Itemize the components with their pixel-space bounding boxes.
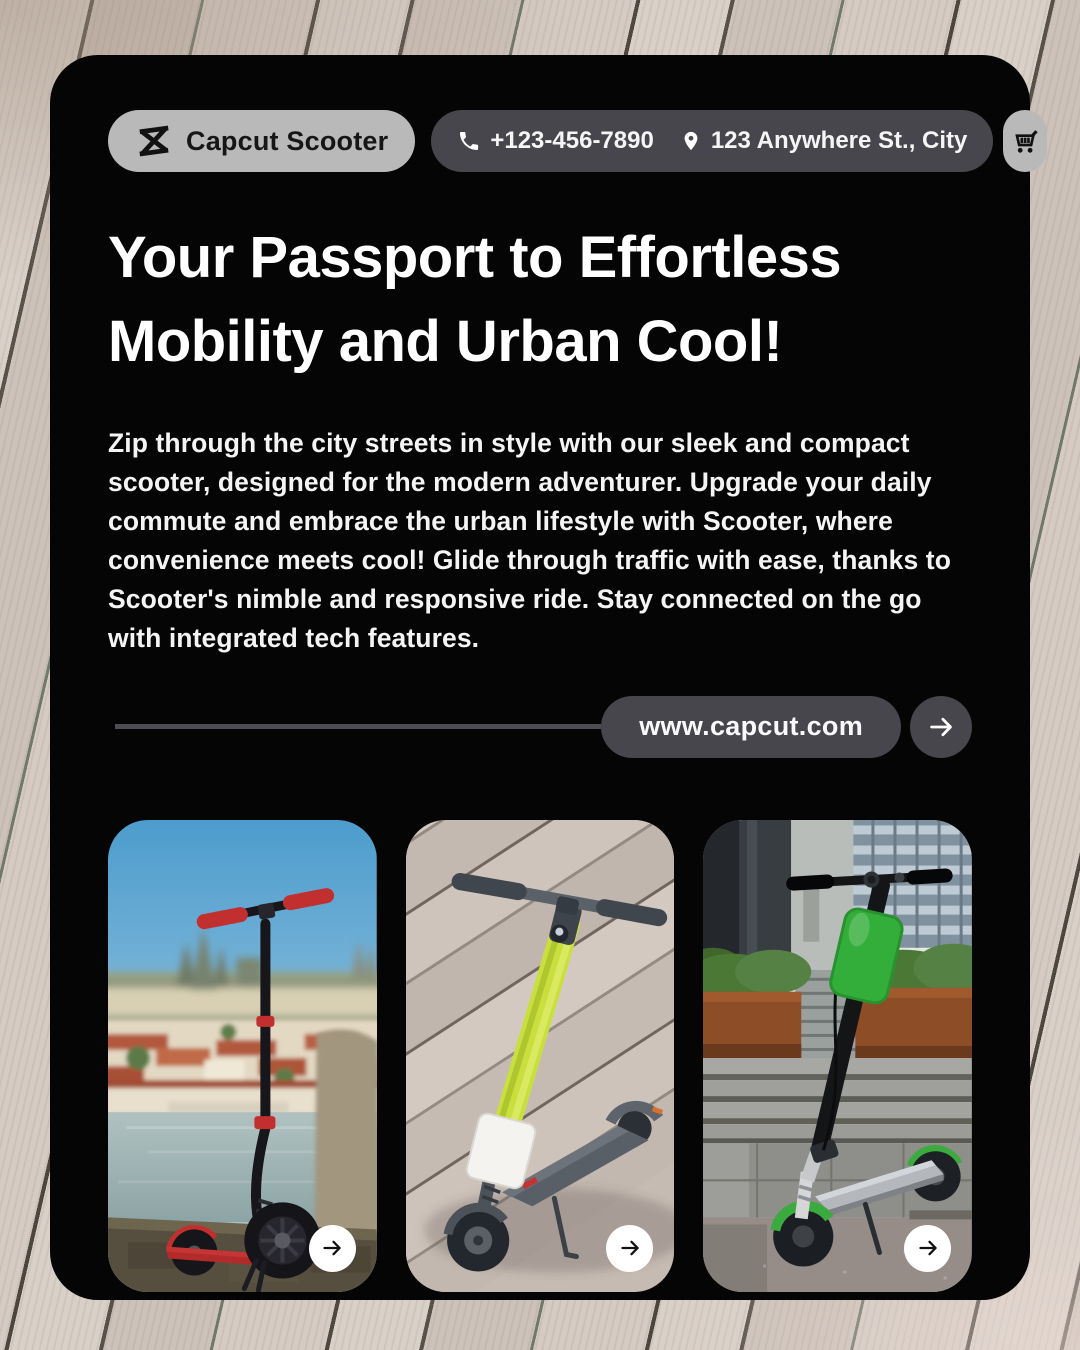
photo-1-arrow-button[interactable] [309, 1225, 356, 1272]
arrow-right-icon [618, 1236, 642, 1260]
city-scooter-scene [703, 820, 972, 1292]
divider-line [115, 724, 601, 729]
brand-chip[interactable] [108, 110, 415, 172]
product-gallery [108, 820, 972, 1292]
content-card [50, 55, 1030, 1300]
arrow-right-icon [916, 1236, 940, 1260]
arrow-right-icon [926, 712, 956, 742]
arrow-right-icon [320, 1236, 344, 1260]
top-bar [108, 110, 972, 172]
photo-2-arrow-button[interactable] [606, 1225, 653, 1272]
lime-scooter-scene [406, 820, 675, 1292]
scooter-photo-lime-deck[interactable] [406, 820, 675, 1292]
location-pin-icon [680, 130, 702, 152]
capcut-logo-icon [135, 122, 173, 160]
headline-line-1: Your Passport to Effortless [108, 225, 842, 290]
page-title [108, 216, 972, 384]
headline-line-2: Mobility and Urban Cool! [108, 309, 783, 375]
body-text: Zip through the city streets in style with our sleek and compact scooter, designed for the modern adventurer. Upgrade your daily commute and embrace the urban lifestyle with Scooter, where convenience meets cool! Glide through traffic with ease, thanks to Scooter's nimble and responsive ride. Stay connected on the go with integrated tech features. [108, 428, 951, 653]
brand-label: Capcut Scooter [186, 125, 389, 156]
contact-chip[interactable] [431, 110, 993, 172]
address-text: 123 Anywhere St., City [710, 127, 968, 154]
scooter-photo-prague[interactable] [108, 820, 377, 1292]
address-item [680, 127, 968, 155]
photo-3-arrow-button[interactable] [904, 1225, 951, 1272]
cta-row [108, 696, 972, 758]
cart-button[interactable] [1003, 110, 1047, 172]
shopping-cart-icon [1009, 125, 1041, 157]
phone-icon [457, 129, 481, 153]
phone-number: +123-456-7890 [490, 127, 654, 154]
website-chip[interactable] [601, 696, 901, 758]
scooter-photo-city-plaza[interactable] [703, 820, 972, 1292]
phone-item [457, 127, 653, 155]
cta-arrow-button[interactable] [910, 696, 972, 758]
prague-scooter-scene [108, 820, 377, 1292]
website-url: www.capcut.com [639, 711, 863, 742]
